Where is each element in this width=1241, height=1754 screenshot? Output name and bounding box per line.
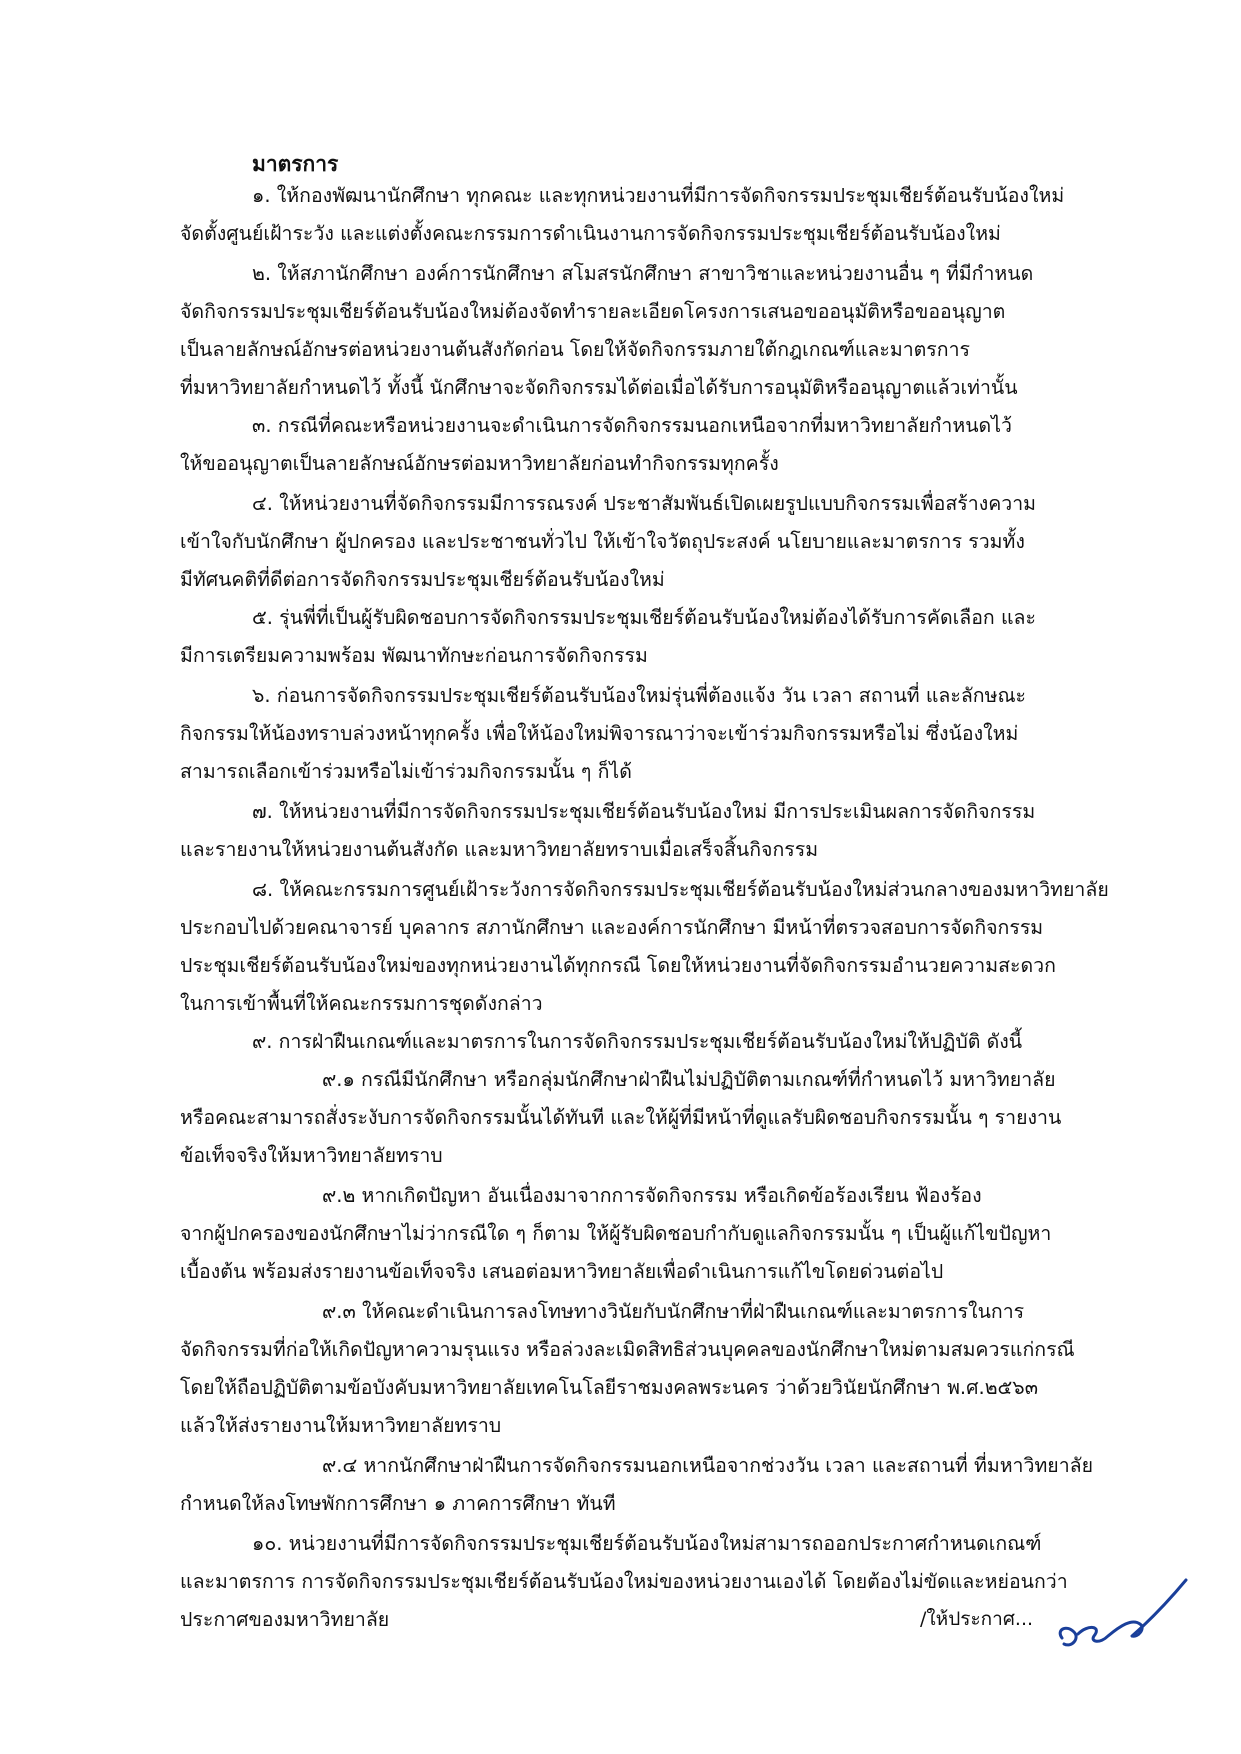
text-line: แล้วให้ส่งรายงานให้มหาวิทยาลัยทราบ	[180, 1414, 502, 1437]
text-line: ๔. ให้หน่วยงานที่จัดกิจกรรมมีการรณรงค์ ประชาสัมพันธ์เปิดเผยรูปแบบกิจกรรมเพื่อสร้างความ	[252, 492, 1037, 515]
text-line: ๙.๑ กรณีมีนักศึกษา หรือกลุ่มนักศึกษาฝ่าฝืนไม่ปฏิบัติตามเกณฑ์ที่กำหนดไว้ มหาวิทยาลัย	[322, 1068, 1056, 1091]
text-line: ข้อเท็จจริงให้มหาวิทยาลัยทราบ	[180, 1144, 443, 1167]
text-line: ๙.๓ ให้คณะดำเนินการลงโทษทางวินัยกับนักศึกษาที่ฝ่าฝืนเกณฑ์และมาตรการในการ	[322, 1300, 1025, 1323]
text-line: ให้ขออนุญาตเป็นลายลักษณ์อักษรต่อมหาวิทยาลัยก่อนทำกิจกรรมทุกครั้ง	[180, 452, 779, 475]
text-line: ๙.๔ หากนักศึกษาฝ่าฝืนการจัดกิจกรรมนอกเหนือจากช่วงวัน เวลา และสถานที่ ที่มหาวิทยาลัย	[322, 1454, 1094, 1477]
text-line: ๗. ให้หน่วยงานที่มีการจัดกิจกรรมประชุมเชียร์ต้อนรับน้องใหม่ มีการประเมินผลการจัดกิจกรรม	[252, 800, 1036, 823]
text-line: ๖. ก่อนการจัดกิจกรรมประชุมเชียร์ต้อนรับน้องใหม่รุ่นพี่ต้องแจ้ง วัน เวลา สถานที่ และลักษณะ	[252, 684, 1027, 707]
text-line: ๘. ให้คณะกรรมการศูนย์เฝ้าระวังการจัดกิจกรรมประชุมเชียร์ต้อนรับน้องใหม่ส่วนกลางของมหาวิทยาลัย	[252, 878, 1109, 901]
text-line: ๕. รุ่นพี่ที่เป็นผู้รับผิดชอบการจัดกิจกรรมประชุมเชียร์ต้อนรับน้องใหม่ต้องได้รับการคัดเลือก และ	[252, 606, 1036, 629]
text-line: กำหนดให้ลงโทษพักการศึกษา ๑ ภาคการศึกษา ทันที	[180, 1492, 616, 1515]
text-line: ๓. กรณีที่คณะหรือหน่วยงานจะดำเนินการจัดกิจกรรมนอกเหนือจากที่มหาวิทยาลัยกำหนดไว้	[252, 414, 1012, 437]
text-line: ประกาศของมหาวิทยาลัย	[180, 1608, 390, 1631]
text-line: สามารถเลือกเข้าร่วมหรือไม่เข้าร่วมกิจกรรมนั้น ๆ ก็ได้	[180, 760, 632, 783]
text-line: และรายงานให้หน่วยงานต้นสังกัด และมหาวิทยาลัยทราบเมื่อเสร็จสิ้นกิจกรรม	[180, 838, 819, 861]
text-line: ๑. ให้กองพัฒนานักศึกษา ทุกคณะ และทุกหน่วยงานที่มีการจัดกิจกรรมประชุมเชียร์ต้อนรับน้องใหม่	[252, 184, 1065, 207]
text-line: มีการเตรียมความพร้อม พัฒนาทักษะก่อนการจัดกิจกรรม	[180, 644, 648, 667]
text-line: จัดกิจกรรมที่ก่อให้เกิดปัญหาความรุนแรง หรือล่วงละเมิดสิทธิส่วนบุคคลของนักศึกษาใหม่ตามสมควรแก่กรณี	[180, 1338, 1075, 1361]
text-line: จัดตั้งศูนย์เฝ้าระวัง และแต่งตั้งคณะกรรมการดำเนินงานการจัดกิจกรรมประชุมเชียร์ต้อนรับน้องใหม่	[180, 222, 1001, 245]
next-page-reference: /ให้ประกาศ...	[920, 1608, 1034, 1630]
text-line: จากผู้ปกครองของนักศึกษาไม่ว่ากรณีใด ๆ ก็ตาม ให้ผู้รับผิดชอบกำกับดูแลกิจกรรมนั้น ๆ เป็นผู้แก้ไขปัญหา	[180, 1222, 1052, 1245]
text-line: มีทัศนคติที่ดีต่อการจัดกิจกรรมประชุมเชียร์ต้อนรับน้องใหม่	[180, 568, 665, 591]
text-line: เบื้องต้น พร้อมส่งรายงานข้อเท็จจริง เสนอต่อมหาวิทยาลัยเพื่อดำเนินการแก้ไขโดยด่วนต่อไป	[180, 1260, 944, 1283]
signature-mark	[1048, 1552, 1198, 1662]
text-line: ๒. ให้สภานักศึกษา องค์การนักศึกษา สโมสรนักศึกษา สาขาวิชาและหน่วยงานอื่น ๆ ที่มีกำหนด	[252, 262, 1034, 285]
text-line: เป็นลายลักษณ์อักษรต่อหน่วยงานต้นสังกัดก่อน โดยให้จัดกิจกรรมภายใต้กฎเกณฑ์และมาตรการ	[180, 338, 971, 361]
text-line: ๙. การฝ่าฝืนเกณฑ์และมาตรการในการจัดกิจกรรมประชุมเชียร์ต้อนรับน้องใหม่ให้ปฏิบัติ ดังนี้	[252, 1030, 1023, 1053]
text-line: หรือคณะสามารถสั่งระงับการจัดกิจกรรมนั้นได้ทันที และให้ผู้ที่มีหน้าที่ดูแลรับผิดชอบกิจกรรมนั้น ๆ รายงาน	[180, 1106, 1062, 1129]
text-line: กิจกรรมให้น้องทราบล่วงหน้าทุกครั้ง เพื่อให้น้องใหม่พิจารณาว่าจะเข้าร่วมกิจกรรมหรือไม่ ซึ่งน้องใหม่	[180, 722, 1019, 745]
text-line: ที่มหาวิทยาลัยกำหนดไว้ ทั้งนี้ นักศึกษาจะจัดกิจกรรมได้ต่อเมื่อได้รับการอนุมัติหรืออนุญาตแล้วเท่านั้น	[180, 376, 1018, 399]
text-line: ในการเข้าพื้นที่ให้คณะกรรมการชุดดังกล่าว	[180, 992, 543, 1015]
text-line: จัดกิจกรรมประชุมเชียร์ต้อนรับน้องใหม่ต้องจัดทำรายละเอียดโครงการเสนอขออนุมัติหรือขออนุญาต	[180, 300, 1006, 323]
section-heading: มาตรการ	[252, 152, 339, 176]
text-line: ๑๐. หน่วยงานที่มีการจัดกิจกรรมประชุมเชียร์ต้อนรับน้องใหม่สามารถออกประกาศกำหนดเกณฑ์	[252, 1532, 1042, 1555]
text-line: เข้าใจกับนักศึกษา ผู้ปกครอง และประชาชนทั่วไป ให้เข้าใจวัตถุประสงค์ นโยบายและมาตรการ รวมทั้ง	[180, 530, 1025, 553]
text-line: ประกอบไปด้วยคณาจารย์ บุคลากร สภานักศึกษา และองค์การนักศึกษา มีหน้าที่ตรวจสอบการจัดกิจกรรม	[180, 916, 1044, 939]
text-line: ๙.๒ หากเกิดปัญหา อันเนื่องมาจากการจัดกิจกรรม หรือเกิดข้อร้องเรียน ฟ้องร้อง	[322, 1184, 982, 1207]
text-line: และมาตรการ การจัดกิจกรรมประชุมเชียร์ต้อนรับน้องใหม่ของหน่วยงานเองได้ โดยต้องไม่ขัดและหย่อนกว่า	[180, 1570, 1068, 1593]
text-line: ประชุมเชียร์ต้อนรับน้องใหม่ของทุกหน่วยงานได้ทุกกรณี โดยให้หน่วยงานที่จัดกิจกรรมอำนวยความสะดวก	[180, 954, 1056, 977]
text-line: โดยให้ถือปฏิบัติตามข้อบังคับมหาวิทยาลัยเทคโนโลยีราชมงคลพระนคร ว่าด้วยวินัยนักศึกษา พ.ศ.๒๕๖๓	[180, 1376, 1039, 1399]
